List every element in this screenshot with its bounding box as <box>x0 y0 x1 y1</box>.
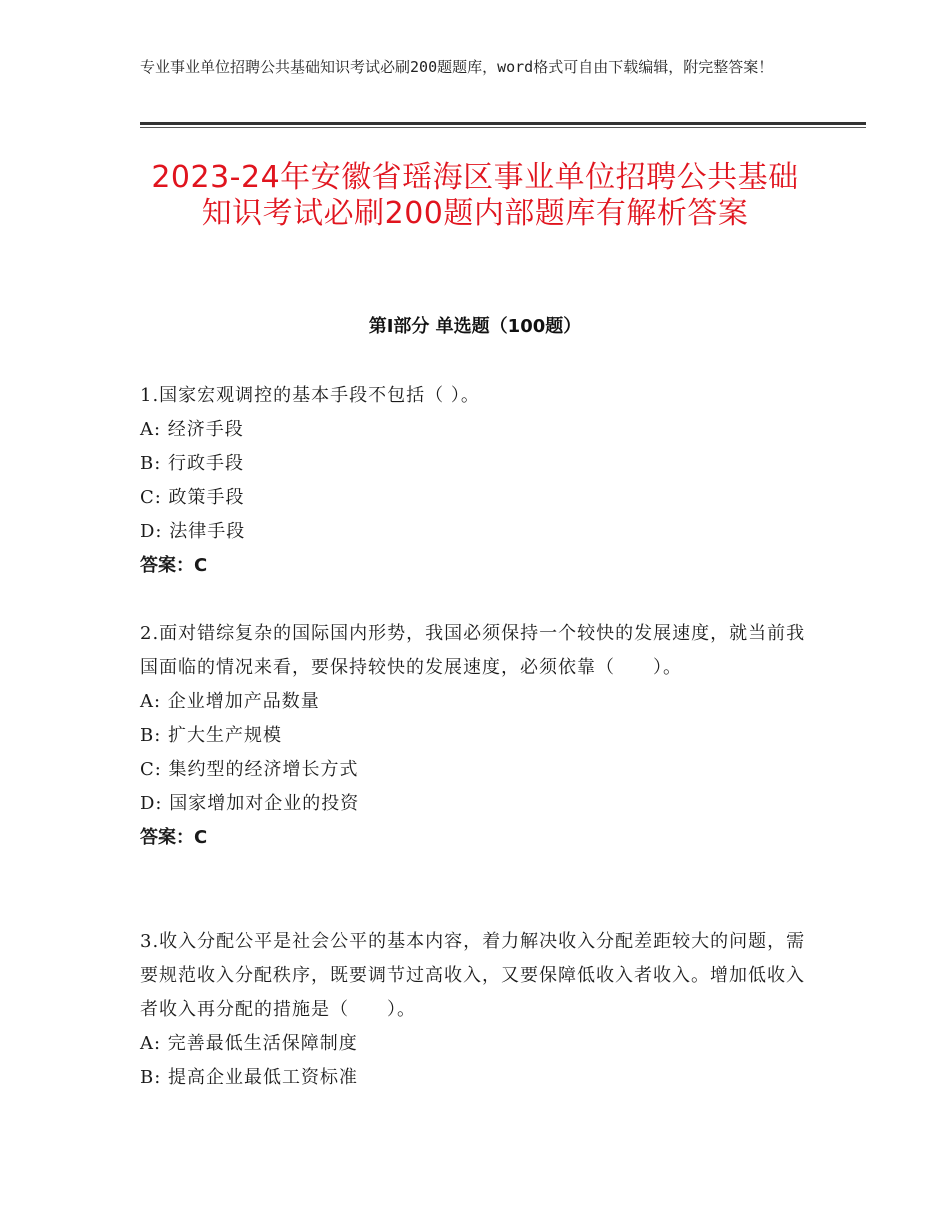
option-c: C: 集约型的经济增长方式 <box>140 759 359 780</box>
option-a: A: 完善最低生活保障制度 <box>140 1033 358 1054</box>
option-a: A: 经济手段 <box>140 419 244 440</box>
question-stem: 1.国家宏观调控的基本手段不包括（ ）。 <box>140 385 480 406</box>
option-d: D: 法律手段 <box>140 521 246 542</box>
option-a: A: 企业增加产品数量 <box>140 691 320 712</box>
document-title: 2023-24年安徽省瑶海区事业单位招聘公共基础知识考试必刷200题内部题库有解析答案 <box>151 160 799 231</box>
option-b: B: 提高企业最低工资标准 <box>140 1067 359 1088</box>
option-c: C: 政策手段 <box>140 487 245 508</box>
header-divider-thin <box>140 127 866 128</box>
answer: 答案：C <box>140 555 208 576</box>
answer: 答案：C <box>140 827 208 848</box>
header-note: 专业事业单位招聘公共基础知识考试必刷200题题库，word格式可自由下载编辑，附完整答案！ <box>140 58 774 76</box>
question-1 <box>140 379 810 583</box>
section-title: 第Ⅰ部分 单选题（100题） <box>368 316 582 337</box>
option-b: B: 行政手段 <box>140 453 245 474</box>
option-b: B: 扩大生产规模 <box>140 725 283 746</box>
header-divider <box>140 122 866 125</box>
question-stem: 2.面对错综复杂的国际国内形势，我国必须保持一个较快的发展速度，就当前我国面临的情况来看，要保持较快的发展速度，必须依靠（ ）。 <box>140 623 806 678</box>
question-stem: 3.收入分配公平是社会公平的基本内容，着力解决收入分配差距较大的问题，需要规范收入分配秩序，既要调节过高收入，又要保障低收入者收入。增加低收入者收入再分配的措施是（ ）。 <box>140 931 806 1020</box>
question-3 <box>140 925 810 1095</box>
option-d: D: 国家增加对企业的投资 <box>140 793 360 814</box>
question-2 <box>140 617 810 855</box>
